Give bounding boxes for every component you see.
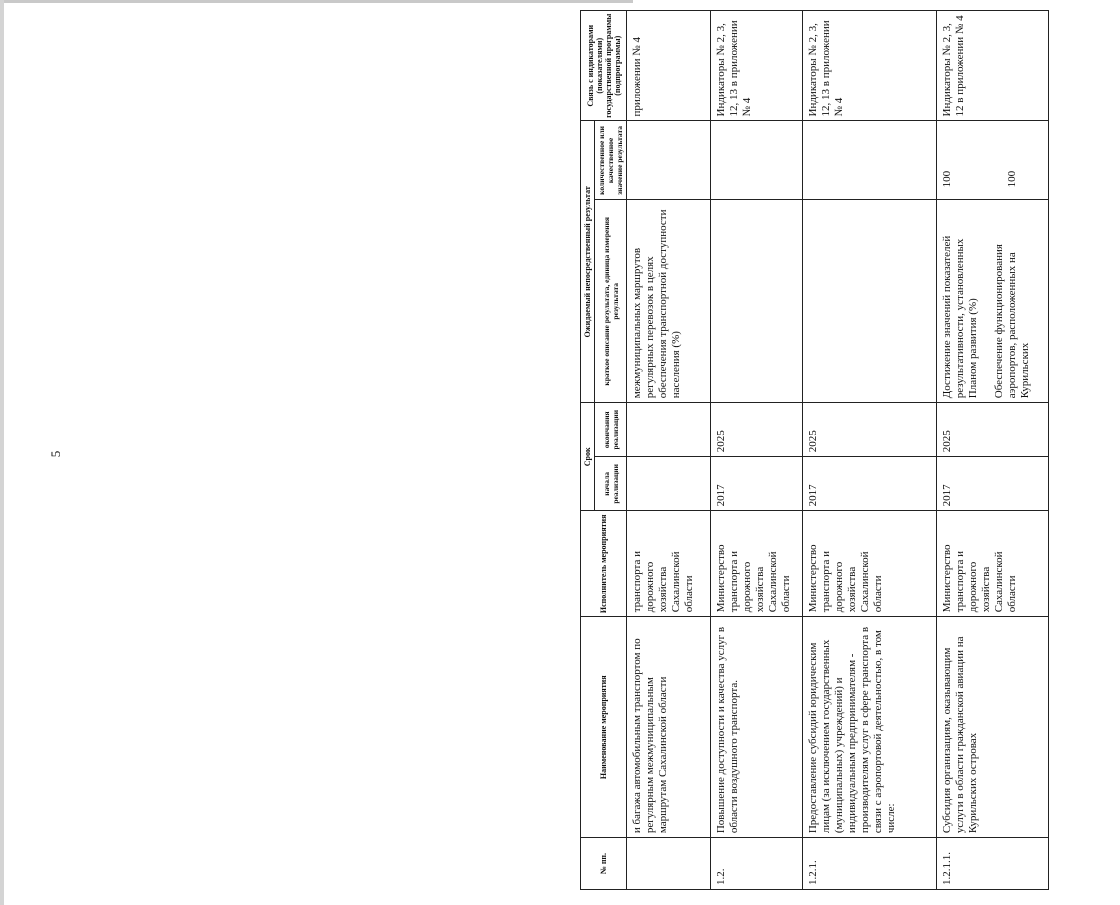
row-num: 1.2.: [711, 838, 803, 890]
table-row: [803, 11, 937, 890]
scan-edge: [0, 0, 633, 3]
rotated-page: [580, 10, 1120, 890]
scan-edge: [0, 0, 4, 905]
row-executor: транспорта и дорожного хозяйства Сахалинской области: [627, 511, 711, 617]
row-end: 2025: [937, 403, 1049, 457]
header-row: [581, 11, 595, 890]
row-name: Субсидия организациям, оказывающим услуги в области гражданской авиации на Курильских островах: [937, 617, 1049, 838]
row-name: Повышение доступности и качества услуг в области воздушного транспорта.: [711, 617, 803, 838]
row-start: 2017: [937, 457, 1049, 511]
row-end: 2025: [803, 403, 937, 457]
row-executor: Министерство транспорта и дорожного хозяйства Сахалинской области: [711, 511, 803, 617]
row-start: 2017: [803, 457, 937, 511]
row-desc: [803, 200, 937, 403]
table-row: [627, 11, 711, 890]
table-row: [711, 11, 803, 890]
header-result-desc: краткое описание результата, единица измерения результата: [595, 200, 627, 403]
header-executor: Исполнитель мероприятия: [581, 511, 627, 617]
row-value: [711, 121, 803, 200]
row-link: Индикаторы № 2, 3, 12 в приложении № 4: [937, 11, 1049, 122]
header-term-start: начала реализации: [595, 457, 627, 511]
row-desc-part: Обеспечение функционирования аэропортов, расположенных на Курильских: [993, 244, 1031, 399]
row-value-part: 100: [941, 170, 953, 188]
header-link: Связь с индикаторами (показателями) государственной программы (подпрограммы): [581, 11, 627, 122]
row-value: [627, 121, 711, 200]
table-row: [937, 11, 1049, 890]
header-num: № пп.: [581, 838, 627, 890]
row-desc: [937, 200, 1049, 403]
row-value-part: 100: [1006, 170, 1018, 188]
header-term: Срок: [581, 403, 595, 511]
row-start: 2017: [711, 457, 803, 511]
row-start: [627, 457, 711, 511]
row-end: 2025: [711, 403, 803, 457]
row-link: Индикаторы № 2, 3, 12, 13 в приложении № 4: [803, 11, 937, 122]
row-link: Индикаторы № 2, 3, 12, 13 в приложении № 4: [711, 11, 803, 122]
row-name: Предоставление субсидий юридическим лицам (за исключением государственных (муниципальных) учреждений) и индивидуальным предпринимателям - производителям услуг в сфере транспорта в связи с аэропортовой деятельностью, в том числе:: [803, 617, 937, 838]
row-value: [803, 121, 937, 200]
row-executor: Министерство транспорта и дорожного хозяйства Сахалинской области: [937, 511, 1049, 617]
row-name: и багажа автомобильным транспортом по регулярным межмуниципальным маршрутам Сахалинской области: [627, 617, 711, 838]
row-link: приложении № 4: [627, 11, 711, 122]
row-desc-part: Достижение значений показателей результативности, установленных Планом развития (%): [941, 235, 979, 399]
header-result-value: количественное или качественное значение результата: [595, 121, 627, 200]
row-num: 1.2.1.1.: [937, 838, 1049, 890]
header-term-end: окончания реализации: [595, 403, 627, 457]
row-end: [627, 403, 711, 457]
header-result: Ожидаемый непосредственный результат: [581, 121, 595, 403]
row-num: 1.2.1.: [803, 838, 937, 890]
page-number: 5: [48, 450, 63, 458]
activities-table: [580, 10, 1049, 890]
row-value: [937, 121, 1049, 200]
row-desc: [711, 200, 803, 403]
row-desc: межмуниципальных маршрутов регулярных перевозок в целях обеспечения транспортной доступности населения (%): [627, 200, 711, 403]
row-num: [627, 838, 711, 890]
header-name: Наименование мероприятия: [581, 617, 627, 838]
row-executor: Министерство транспорта и дорожного хозяйства Сахалинской области: [803, 511, 937, 617]
